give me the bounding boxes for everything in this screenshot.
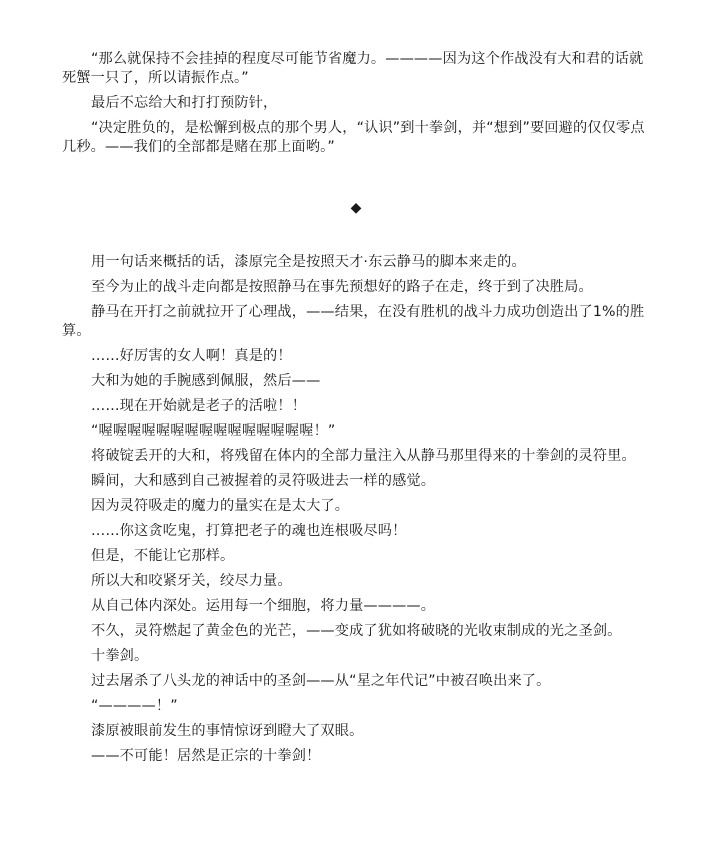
paragraph: 最后不忘给大和打打预防针， [91,95,278,111]
paragraph: 用一句话来概括的话，漆原完全是按照天才·东云静马的脚本来走的。 [91,254,526,270]
paragraph: ——不可能！居然是正宗的十拳剑！ [91,748,321,764]
paragraph: 瞬间，大和感到自己被握着的灵符吸进去一样的感觉。 [91,473,436,489]
paragraph: ……现在开始就是老子的活啦！！ [91,398,307,414]
paragraph: “那么就保持不会挂掉的程度尽可能节省魔力。————因为这个作战没有大和君的话就死蟹一只了，所以请振作点。” [62,51,644,86]
paragraph: 将破锭丢开的大和，将残留在体内的全部力量注入从静马那里得来的十拳剑的灵符里。 [91,448,636,464]
paragraph: 不久，灵符燃起了黄金色的光芒，——变成了犹如将破晓的光收束制成的光之圣剑。 [91,623,622,639]
paragraph: 至今为止的战斗走向都是按照静马在事先预想好的路子在走，终于到了决胜局。 [91,279,593,295]
document-page [62,50,650,772]
paragraph: “决定胜负的，是松懈到极点的那个男人，“认识”到十拳剑，并“想到”要回避的仅仅零点几秒。——我们的全部都是赌在那上面哟。” [62,120,645,155]
paragraph: 但是，不能让它那样。 [91,548,235,564]
paragraph: 所以大和咬紧牙关，绞尽力量。 [91,573,292,589]
paragraph: 漆原被眼前发生的事情惊讶到瞪大了双眼。 [91,723,364,739]
paragraph: 十拳剑。 [91,648,149,664]
paragraph: “————！” [91,698,178,714]
paragraph: ……好厉害的女人啊！真是的！ [91,348,292,364]
paragraph: 过去屠杀了八头龙的神话中的圣剑——从“星之年代记”中被召唤出来了。 [91,673,551,689]
paragraph: 从自己体内深处。运用每一个细胞，将力量————。 [91,598,436,614]
paragraph: ……你这贪吃鬼，打算把老子的魂也连根吸尽吗！ [91,523,407,539]
paragraph: 静马在开打之前就拉开了心理战，——结果，在没有胜机的战斗力成功创造出了1%的胜算。 [62,304,645,339]
section-separator-diamond-icon: ◆ [350,200,362,216]
paragraph: 大和为她的手腕感到佩服，然后—— [91,373,321,389]
paragraph: 因为灵符吸走的魔力的量实在是太大了。 [91,498,350,514]
paragraph: “喔喔喔喔喔喔喔喔喔喔喔喔喔喔喔！” [91,423,336,439]
